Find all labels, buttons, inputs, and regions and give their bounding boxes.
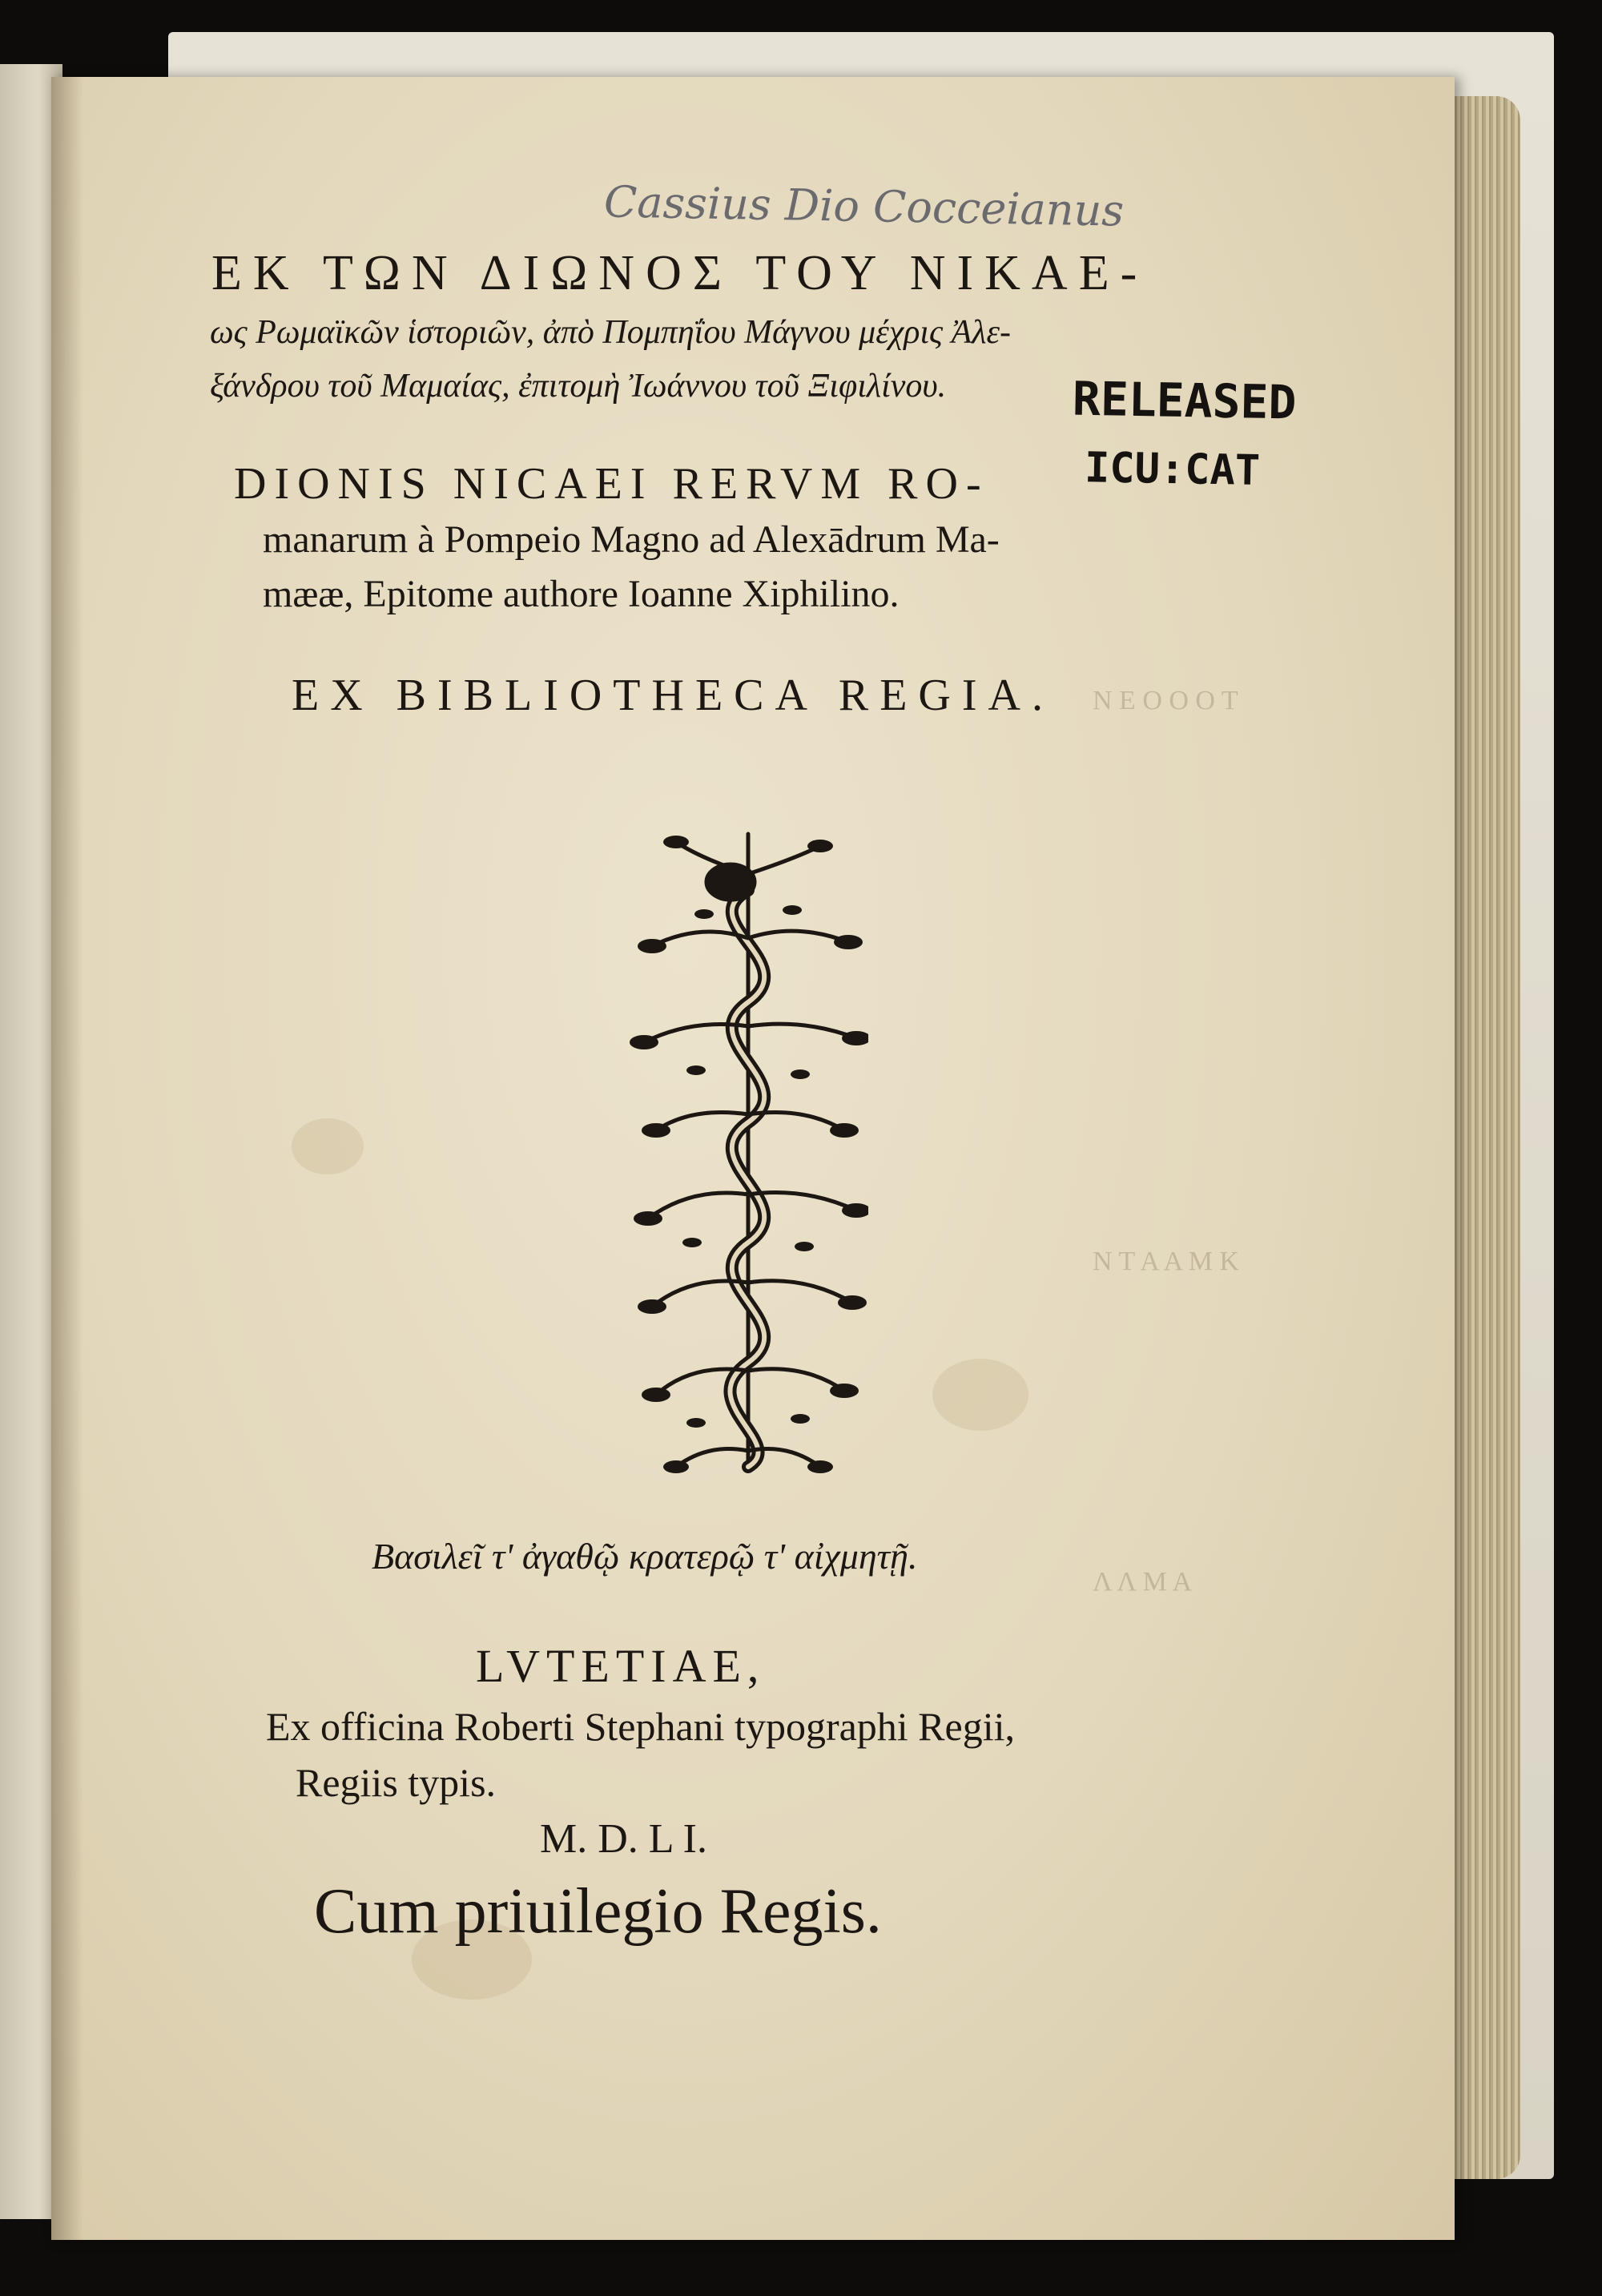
handwritten-note: Cassius Dio Cocceianus <box>603 176 1125 236</box>
spine-shadow <box>51 77 83 2240</box>
privilege-line: Cum priuilegio Regis. <box>314 1876 882 1947</box>
imprint-printer-line2: Regiis typis. <box>296 1760 497 1805</box>
latin-title-line2: manarum à Pompeio Magno ad Alexādrum Ma- <box>263 518 1000 561</box>
show-through-text: Λ Λ Μ Α <box>1093 1567 1193 1597</box>
show-through-text: Ν Ε Ο Ο Ο Τ <box>1093 686 1238 715</box>
show-through-text: Ν Τ Α Α Μ Κ <box>1093 1247 1239 1276</box>
greek-title-line2: ως Ρωμαϊκῶν ἱστοριῶν, ἀπὸ Πομπηΐου Μάγνου μέχρις Ἀλε- <box>210 314 1011 351</box>
greek-motto: Βασιλεῖ τ' ἀγαθῷ κρατερῷ τ' αἰχμητῇ. <box>372 1536 918 1577</box>
foxing-spot <box>932 1359 1028 1431</box>
imprint-printer-line1: Ex officina Roberti Stephani typographi Regii, <box>266 1704 1016 1749</box>
foxing-spot <box>292 1118 364 1174</box>
latin-title-line1: DIONIS NICAEI RERVM RO- <box>234 459 989 509</box>
imprint-place: LVTETIAE, <box>476 1640 766 1692</box>
title-page <box>51 77 1455 2240</box>
source-line: EX BIBLIOTHECA REGIA. <box>292 671 1054 720</box>
printers-device-serpent-emblem <box>628 826 868 1491</box>
greek-title-line1: ΕΚ ΤΩΝ ΔΙΩΝΟΣ ΤΟΥ ΝΙΚΑΕ- <box>211 246 1149 300</box>
release-stamp-line2: ICU:CAT <box>1084 444 1261 495</box>
imprint-year: M. D. L I. <box>540 1816 707 1862</box>
latin-title-line3: mææ, Epitome authore Ioanne Xiphilino. <box>263 573 900 615</box>
release-stamp-line1: RELEASED <box>1072 371 1297 430</box>
greek-title-line3: ξάνδρου τοῦ Μαμαίας, ἐπιτομὴ Ἰωάννου τοῦ Ξιφιλίνου. <box>210 368 947 405</box>
